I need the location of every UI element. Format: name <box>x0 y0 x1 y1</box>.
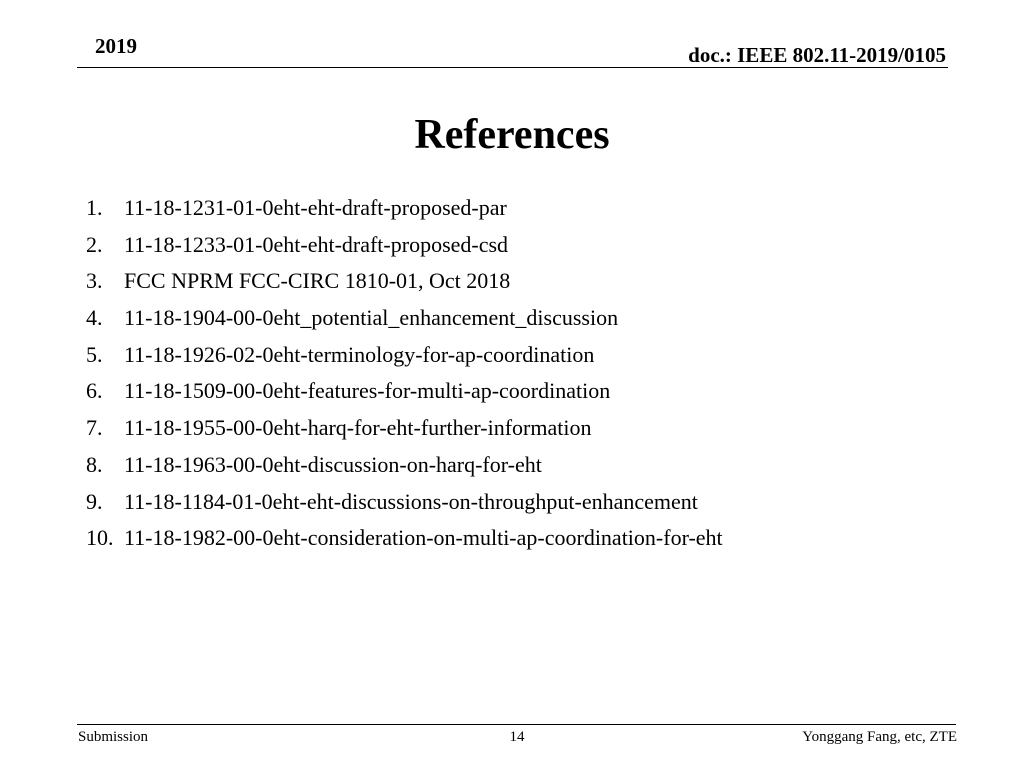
reference-item <box>86 484 723 521</box>
reference-text: FCC NPRM FCC-CIRC 1810-01, Oct 2018 <box>124 268 511 294</box>
reference-number: 8. <box>86 451 103 477</box>
reference-item <box>86 520 723 557</box>
page-number: 14 <box>509 729 525 745</box>
footer-divider <box>77 724 956 725</box>
reference-item <box>86 447 723 484</box>
reference-item <box>86 190 723 227</box>
reference-item <box>86 410 723 447</box>
reference-text: 11-18-1955-00-0eht-harq-for-eht-further-information <box>124 415 592 441</box>
reference-text: 11-18-1231-01-0eht-eht-draft-proposed-par <box>124 195 507 220</box>
footer-author: Yonggang Fang, etc, ZTE <box>802 729 957 745</box>
reference-number: 1. <box>86 195 103 220</box>
reference-text: 11-18-1904-00-0eht_potential_enhancement_discussion <box>124 305 619 331</box>
reference-number: 4. <box>86 305 103 331</box>
reference-text: 11-18-1233-01-0eht-eht-draft-proposed-csd <box>124 231 509 257</box>
reference-number: 5. <box>86 341 103 367</box>
reference-item <box>86 263 723 300</box>
reference-item <box>86 227 723 264</box>
reference-number: 9. <box>86 488 103 514</box>
reference-number: 7. <box>86 415 103 441</box>
reference-item <box>86 300 723 337</box>
reference-number: 2. <box>86 231 103 257</box>
reference-item <box>86 337 723 374</box>
document-id: doc.: IEEE 802.11-2019/0105 <box>688 43 946 67</box>
header-year: 2019 <box>95 34 137 58</box>
reference-list <box>86 190 723 557</box>
header-divider <box>77 67 948 68</box>
reference-text: 11-18-1963-00-0eht-discussion-on-harq-for-eht <box>124 451 542 477</box>
reference-text: 11-18-1982-00-0eht-consideration-on-multi-ap-coordination-for-eht <box>124 525 723 551</box>
footer-submission-label: Submission <box>78 729 149 745</box>
reference-text: 11-18-1184-01-0eht-eht-discussions-on-throughput-enhancement <box>124 488 698 514</box>
reference-number: 6. <box>86 378 103 404</box>
reference-text: 11-18-1926-02-0eht-terminology-for-ap-coordination <box>124 341 595 367</box>
reference-item <box>86 373 723 410</box>
slide-title: References <box>414 112 610 158</box>
reference-number: 3. <box>86 268 103 294</box>
reference-text: 11-18-1509-00-0eht-features-for-multi-ap-coordination <box>124 378 611 404</box>
reference-number: 10. <box>86 525 114 551</box>
